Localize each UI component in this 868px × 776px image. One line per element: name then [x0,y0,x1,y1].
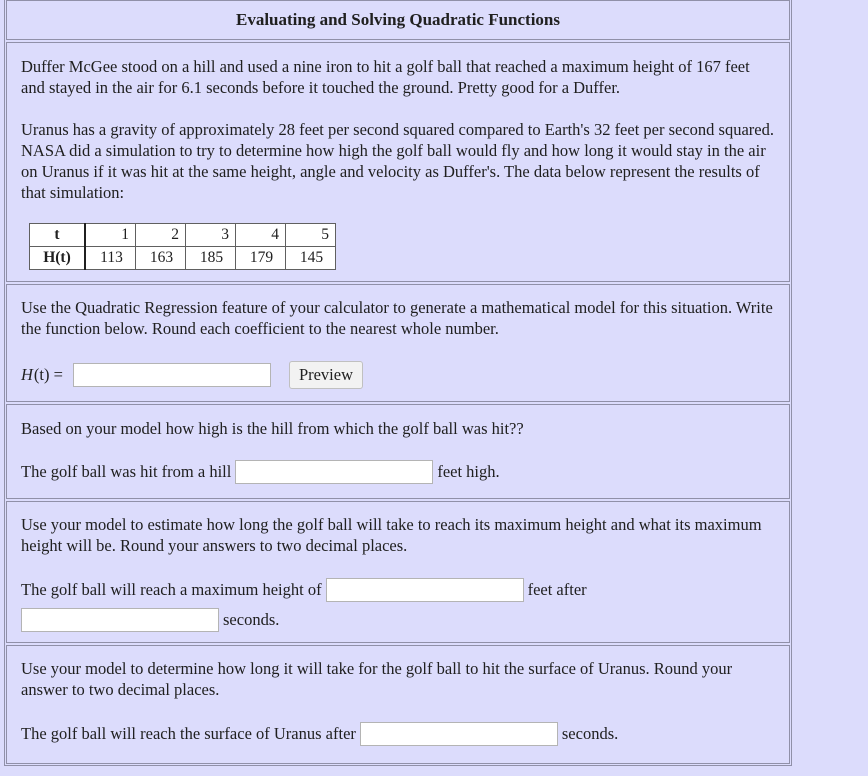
table-row-t [30,224,336,247]
max-time-input[interactable] [21,608,219,632]
function-label-arg: (t) = [33,365,63,384]
table-cell: 3 [186,224,236,247]
part2-prompt: Based on your model how high is the hill from which the golf ball was hit?? [21,419,524,438]
part3-text-before: The golf ball will reach a maximum height of [21,580,322,599]
table-cell: 113 [85,247,136,270]
part4-text-before: The golf ball will reach the surface of Uranus after [21,724,356,743]
part3-answer-row-2 [21,608,775,632]
part1-answer-row [21,361,775,389]
table-cell: 185 [186,247,236,270]
hill-height-input[interactable] [235,460,433,484]
part3-text-middle: feet after [527,580,587,599]
table-cell: 179 [236,247,286,270]
part2-text-before: The golf ball was hit from a hill [21,462,232,481]
table-cell: 163 [136,247,186,270]
function-label-name: H [21,365,33,384]
part2-section [6,404,790,499]
part4-section [6,645,790,764]
intro-paragraph-1: Duffer McGee stood on a hill and used a nine iron to hit a golf ball that reached a maximum height of 167 feet and stayed in the air for 6.1 seconds before it touched the ground. Pretty good for a Duffer. [21,57,750,97]
table-row-h [30,247,336,270]
table-cell: 1 [85,224,136,247]
table-cell: 2 [136,224,186,247]
part2-text-after: feet high. [437,462,500,481]
part4-text-after: seconds. [561,724,619,743]
part3-answer-row [21,578,775,602]
part1-prompt: Use the Quadratic Regression feature of your calculator to generate a mathematical model for this situation. Write the function below. Round each coefficient to the nearest whole number. [21,298,773,338]
max-height-input[interactable] [326,578,524,602]
intro-section [6,42,790,282]
part4-prompt: Use your model to determine how long it will take for the golf ball to hit the surface of Uranus. Round your answer to two decimal places. [21,659,733,699]
part3-text-after: seconds. [223,610,280,629]
page-title: Evaluating and Solving Quadratic Functions [235,10,561,29]
table-header-h: H(t) [30,247,86,270]
preview-button[interactable]: Preview [289,361,363,389]
problem-page [4,0,792,766]
function-input[interactable] [73,363,271,387]
landing-time-input[interactable] [360,722,558,746]
part4-answer-row [21,722,775,746]
part1-section [6,284,790,402]
table-cell: 5 [286,224,336,247]
part3-section [6,501,790,643]
simulation-data-table [29,223,336,270]
part3-prompt: Use your model to estimate how long the golf ball will take to reach its maximum height and what its maximum height will be. Round your answers to two decimal places. [21,515,762,555]
table-cell: 4 [236,224,286,247]
part2-answer-row [21,460,775,484]
intro-paragraph-2: Uranus has a gravity of approximately 28 feet per second squared compared to Earth's 32 feet per second squared. NASA did a simulation to try to determine how high the golf ball would fly and how long it would stay in the air on Uranus if it was hit at the same height, angle and velocity as Duffer's. The data below represent the results of that simulation: [21,120,774,202]
title-box [6,0,790,40]
table-cell: 145 [286,247,336,270]
table-header-t: t [30,224,86,247]
